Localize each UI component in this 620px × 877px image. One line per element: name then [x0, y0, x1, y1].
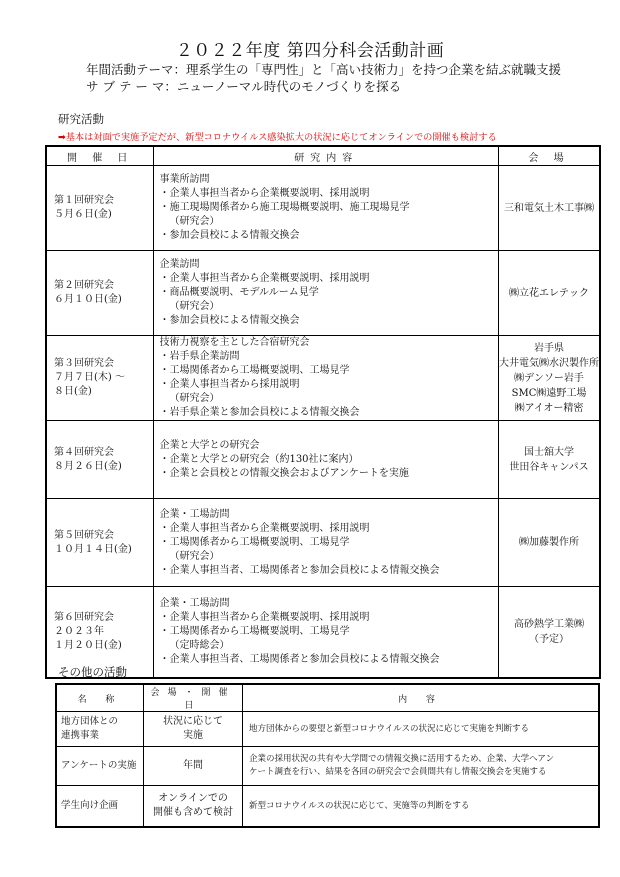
- session-content-line: （研究会）: [169, 550, 220, 562]
- session-content-line: 企業と大学との研究会: [159, 439, 260, 451]
- session-venue-line: ㈱加藤製作所: [519, 537, 579, 548]
- header-venue: 会 場: [499, 146, 601, 166]
- activity-when-cell: [144, 747, 243, 786]
- session-content-line: ・工場関係者から工場概要説明、工場見学: [159, 626, 350, 637]
- session-date-line: 第６回研究会: [54, 612, 114, 623]
- session-venue-cell: [499, 251, 601, 336]
- session-venue-line: 国士舘大学: [524, 446, 574, 458]
- session-content-line: （定時総会）: [169, 640, 230, 651]
- header-when: 会場・開催日: [144, 684, 243, 712]
- activity-when-line: 状況に応じて: [163, 716, 223, 727]
- note-text: 基本は対面で実施予定だが、新型コロナウイルス感染拡大の状況に応じてオンラインでの開催も検討する: [65, 132, 497, 143]
- activity-content-line: 地方団体からの要望と新型コロナウイルスの状況に応じて実施を判断する: [249, 723, 529, 734]
- activity-when-line: 実施: [183, 730, 203, 741]
- session-date-line: 第１回研究会: [54, 195, 114, 206]
- table-row: [56, 747, 599, 786]
- session-content-line: （研究会）: [169, 301, 220, 312]
- session-venue-line: 世田谷キャンパス: [509, 461, 589, 473]
- session-content-line: ・企業人事担当者から採用説明: [159, 379, 300, 390]
- session-content-line: ・参加会員校による情報交換会: [159, 315, 300, 326]
- session-content-line: ・工場関係者から工場概要説明、工場見学: [159, 365, 350, 376]
- session-content-line: ・企業人事担当者から企業概要説明、採用説明: [159, 612, 370, 623]
- session-venue-cell: [499, 421, 601, 499]
- session-content-line: ・企業人事担当者、工場関係者と参加会員校による情報交換会: [159, 564, 440, 576]
- session-content-line: ・施工現場関係者から施工現場概要説明、施工現場見学: [159, 202, 410, 213]
- session-content-line: 技術力視察を主とした合宿研究会: [159, 337, 310, 348]
- sub-theme: サ ブ テ ー マ：ニューノーマル時代のモノづくりを探る: [86, 79, 402, 94]
- session-content-cell: [154, 251, 499, 336]
- other-activities-table: [55, 683, 600, 828]
- session-date-line: １０月１４日(金): [54, 543, 132, 555]
- session-venue-cell: [499, 166, 601, 251]
- table-row: [46, 336, 600, 421]
- session-venue-cell: [499, 336, 601, 421]
- session-content-line: ・参加会員校による情報交換会: [159, 230, 300, 241]
- session-content-line: ・工場関係者から工場概要説明、工場見学: [159, 536, 350, 548]
- session-content-line: 事業所訪問: [159, 174, 210, 185]
- activity-name-line: 連携事業: [61, 730, 100, 741]
- session-content-line: 企業・工場訪問: [159, 598, 230, 609]
- table-row: [56, 786, 599, 828]
- session-content-cell: [154, 587, 499, 679]
- activity-name-cell: [56, 712, 144, 747]
- session-content-cell: [154, 421, 499, 499]
- session-venue-cell: [499, 499, 601, 587]
- activity-when-cell: [144, 786, 243, 828]
- session-date-line: ８日(金): [54, 386, 92, 397]
- session-date-line: 第３回研究会: [54, 358, 114, 369]
- activity-content-line: ケート調査を行い、結果を各回の研究会で会員間共有し情報交換会を実施する: [249, 767, 547, 777]
- session-date-line: ６月１０日(金): [54, 294, 122, 305]
- table-row: [46, 421, 600, 499]
- research-heading: 研究活動: [58, 112, 104, 126]
- activity-content-cell: [243, 747, 600, 786]
- arrow-right-icon: ➡: [58, 132, 66, 143]
- table-row: [46, 251, 600, 336]
- session-date-line: ７月７日(木) ～: [54, 372, 125, 383]
- header-details: 内 容: [243, 684, 600, 712]
- session-content-cell: [154, 499, 499, 587]
- session-content-line: 企業訪問: [159, 259, 200, 270]
- session-venue-line: ㈱アイオー精密: [514, 402, 584, 414]
- session-content-line: （研究会）: [169, 216, 220, 227]
- session-content-line: ・岩手県企業訪問: [159, 351, 240, 362]
- session-content-line: ・企業人事担当者から企業概要説明、採用説明: [159, 273, 370, 284]
- session-content-line: ・企業と会員校との情報交換会およびアンケートを実施: [159, 467, 409, 479]
- activity-name-line: アンケートの実施: [61, 760, 137, 771]
- session-venue-line: ㈱デンソー岩手: [514, 372, 584, 384]
- table-row: [46, 587, 600, 679]
- session-date-line: 第４回研究会: [54, 446, 114, 458]
- session-venue-line: 大井電気㈱水沢製作所: [499, 357, 599, 369]
- activity-name-cell: [56, 747, 144, 786]
- session-date-cell: [46, 251, 154, 336]
- session-date-line: １月２０日(金): [54, 640, 122, 651]
- session-content-line: ・岩手県企業と参加会員校による情報交換会: [159, 407, 360, 418]
- session-venue-line: 岩手県: [534, 342, 564, 354]
- session-date-line: ８月２６日(金): [54, 460, 122, 472]
- session-venue-line: 三和電気土木工事㈱: [504, 202, 594, 214]
- research-note: [58, 129, 497, 143]
- header-content: 研究内容: [154, 146, 499, 166]
- session-date-line: 第５回研究会: [54, 529, 114, 541]
- activity-when-line: オンラインでの: [158, 793, 228, 804]
- table-row: [56, 712, 599, 747]
- session-date-line: 第２回研究会: [54, 280, 114, 291]
- research-schedule-table: [45, 145, 601, 679]
- annual-theme: 年間活動テーマ：理系学生の「専門性」と「高い技術力」を持つ企業を結ぶ就職支援: [86, 62, 562, 77]
- activity-name-cell: [56, 786, 144, 828]
- activity-name-line: 地方団体との: [61, 716, 119, 727]
- session-content-line: ・商品概要説明、モデルルーム見学: [159, 287, 319, 298]
- activity-when-line: 開催も含めて検討: [153, 807, 233, 818]
- session-content-line: ・企業人事担当者、工場関係者と参加会員校による情報交換会: [159, 654, 440, 665]
- session-content-line: ・企業と大学との研究会（約130社に案内）: [159, 453, 359, 465]
- header-name: 名 称: [56, 684, 144, 712]
- activity-content-line: 新型コロナウイルスの状況に応じて、実施等の判断をする: [249, 800, 470, 811]
- activity-content-cell: [243, 786, 600, 828]
- session-content-line: ・企業人事担当者から企業概要説明、採用説明: [159, 188, 370, 199]
- session-venue-line: ㈱立花エレテック: [509, 287, 589, 299]
- session-date-cell: [46, 166, 154, 251]
- table-row: [46, 166, 600, 251]
- activity-content-line: 企業の採用状況の共有や大学間での情報交換に活用するため、企業、大学へアン: [249, 754, 555, 764]
- session-venue-line: 高砂熱学工業㈱: [514, 619, 584, 630]
- table-row: [46, 499, 600, 587]
- session-date-line: ２０２３年: [54, 626, 104, 637]
- session-content-cell: [154, 166, 499, 251]
- session-content-cell: [154, 336, 499, 421]
- session-venue-cell: [499, 587, 601, 679]
- session-content-line: 企業・工場訪問: [159, 508, 230, 520]
- activity-when-line: 年間: [183, 760, 203, 771]
- activity-when-cell: [144, 712, 243, 747]
- session-date-cell: [46, 499, 154, 587]
- session-date-line: ５月６日(金): [54, 209, 112, 220]
- other-activities-heading: その他の活動: [58, 665, 127, 679]
- session-date-cell: [46, 421, 154, 499]
- page-title: ２０２２年度 第四分科会活動計画: [175, 41, 445, 61]
- activity-name-line: 学生向け企画: [61, 800, 119, 811]
- session-venue-line: （予定）: [529, 634, 569, 645]
- session-venue-line: SMC㈱遠野工場: [511, 387, 587, 399]
- activity-content-cell: [243, 712, 600, 747]
- session-date-cell: [46, 336, 154, 421]
- session-content-line: （研究会）: [169, 393, 220, 404]
- header-date: 開 催 日: [46, 146, 154, 166]
- session-content-line: ・企業人事担当者から企業概要説明、採用説明: [159, 522, 370, 534]
